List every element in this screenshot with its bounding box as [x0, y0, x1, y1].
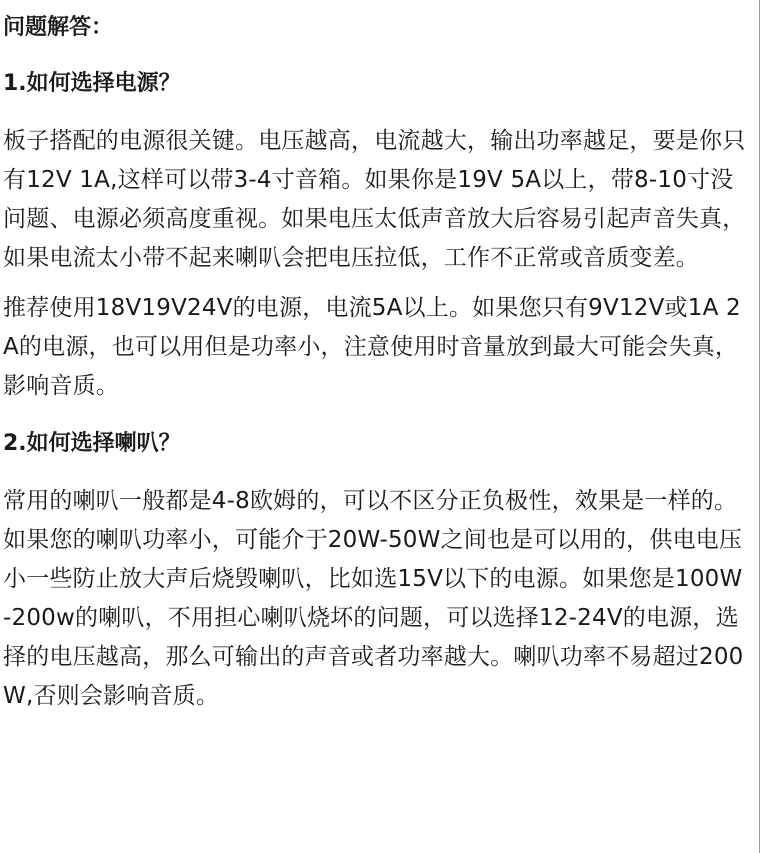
section-heading-power: 1.如何选择电源？ — [3, 71, 181, 96]
paragraph-speaker-selection: 常用的喇叭一般都是4-8欧姆的，可以不区分正负极性，效果是一样的。如果您的喇叭功率小，可能介于20W-50W之间也是可以用的，供电电压小一些防止放大声后烧毁喇叭，比如选15V以下的电源。如果您是100W -200w的喇叭，不用担心喇叭烧坏的问题，可以选择12-24V的电源，选择的电压越高，那么可输出的声音或者功率越大。喇叭功率不易超过200W,否则会影响音质。 — [3, 488, 744, 709]
paragraph-power-importance: 板子搭配的电源很关键。电压越高，电流越大，输出功率越足，要是你只有12V 1A,这样可以带3-4寸音箱。如果你是19V 5A以上，带8-10寸没问题、电源必须高度重视。如果电压太低声音放大后容易引起声音失真，如果电流太小带不起来喇叭会把电压拉低，工作不正常或音质变差。 — [3, 128, 746, 271]
section-heading-speaker: 2.如何选择喇叭？ — [3, 431, 181, 456]
paragraph-power-recommendation: 推荐使用18V19V24V的电源，电流5A以上。如果您只有9V12V或1A 2A的电源，也可以用但是功率小，注意使用时音量放到最大可能会失真，影响音质。 — [3, 295, 741, 399]
document-title: 问题解答： — [3, 15, 114, 40]
